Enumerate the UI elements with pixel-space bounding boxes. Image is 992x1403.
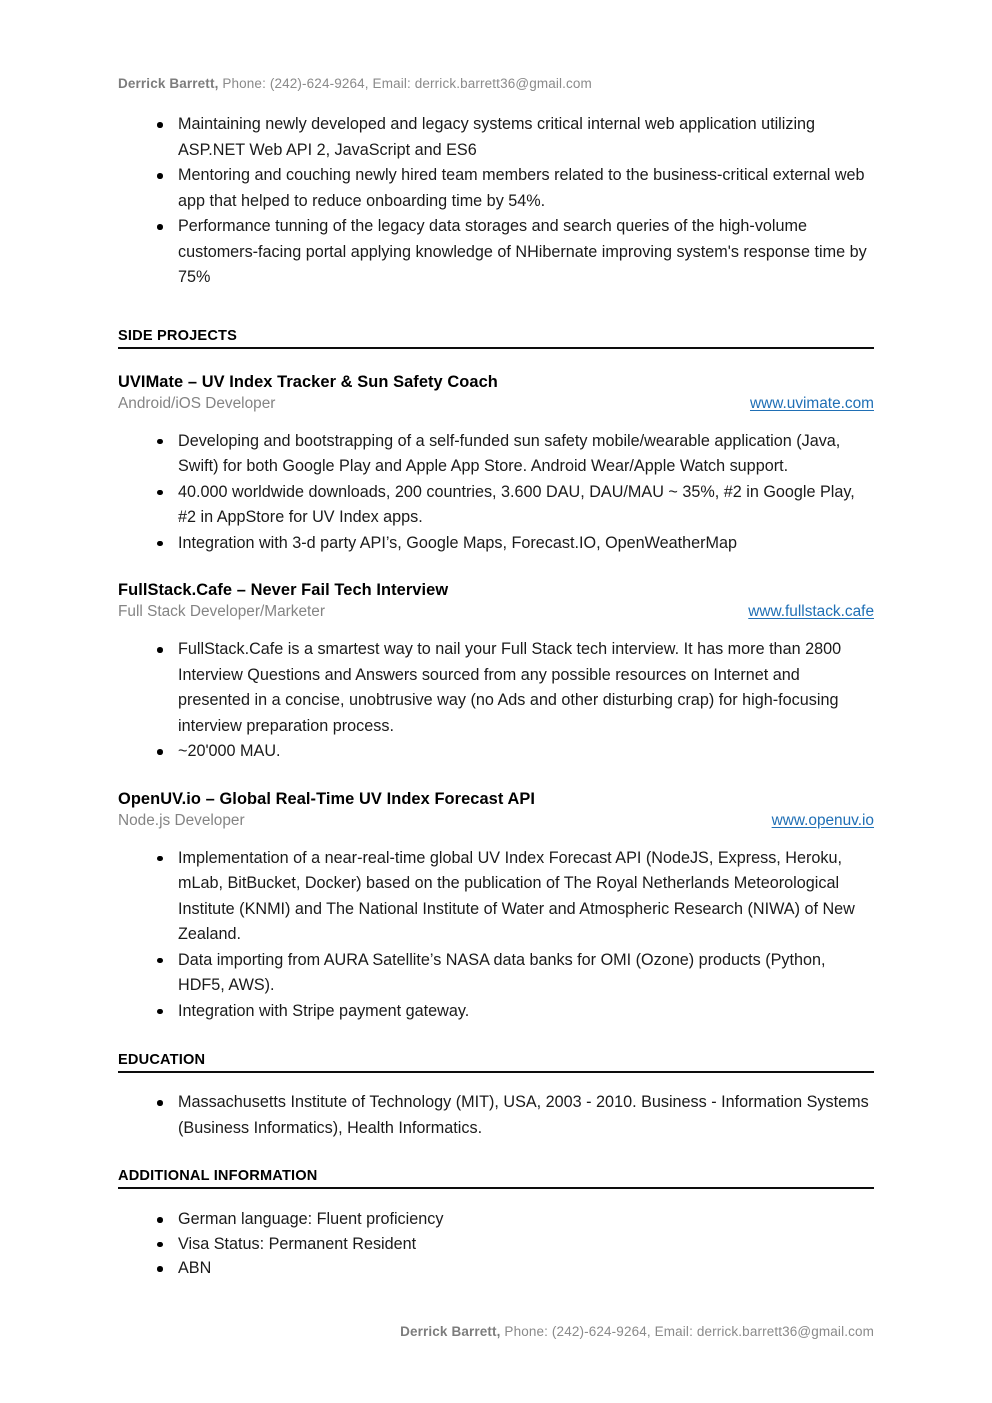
continued-experience-bullets (118, 112, 874, 291)
section-divider (118, 347, 874, 349)
section-additional-information (118, 1168, 874, 1281)
list-item: Developing and bootstrapping of a self-funded sun safety mobile/wearable application (Java, Swift) for both Google Play and Apple App Store. Android Wear/Apple Watch support. (118, 429, 874, 480)
list-item: FullStack.Cafe is a smartest way to nail your Full Stack tech interview. It has more than 2800 Interview Questions and Answers sourced from any possible resources on Internet and presented in a concise, unobtrusive way (no Ads and other disturbing crap) for high-focusing interview preparation process. (118, 637, 874, 739)
section-title-side-projects: SIDE PROJECTS (118, 327, 238, 344)
project-link[interactable]: www.fullstack.cafe (748, 603, 874, 620)
running-header-details: Phone: (242)-624-9264, Email: derrick.barrett36@gmail.com (218, 76, 592, 91)
project-title: OpenUV.io – Global Real-Time UV Index Forecast API (118, 789, 536, 808)
section-title-additional-information: ADDITIONAL INFORMATION (118, 1168, 318, 1184)
additional-information-bullets (118, 1207, 874, 1281)
list-item: German language: Fluent proficiency (118, 1207, 874, 1232)
project-link[interactable]: www.openuv.io (771, 811, 874, 829)
project-link[interactable]: www.uvimate.com (749, 394, 874, 412)
project-block (118, 581, 874, 765)
project-meta (118, 395, 874, 413)
project-role: Android/iOS Developer (118, 394, 276, 412)
project-title: UVIMate – UV Index Tracker & Sun Safety Coach (118, 372, 498, 391)
list-item: Implementation of a near-real-time global UV Index Forecast API (NodeJS, Express, Heroku, mLab, BitBucket, Docker) based on the publication of The Royal Netherlands Meteorological Institute (KNMI) and The National Institute of Water and Atmospheric Research (NIWA) of New Zealand. (118, 846, 874, 948)
list-item: ABN (118, 1256, 874, 1281)
list-item: ~20'000 MAU. (118, 739, 874, 765)
project-meta (118, 812, 874, 830)
list-item: Data importing from AURA Satellite’s NASA data banks for OMI (Ozone) products (Python, HDF5, AWS). (118, 948, 874, 999)
list-item: 40.000 worldwide downloads, 200 countries, 3.600 DAU, DAU/MAU ~ 35%, #2 in Google Play, #2 in AppStore for UV Index apps. (118, 480, 874, 531)
project-block (118, 790, 874, 1025)
list-item: Performance tunning of the legacy data storages and search queries of the high-volume customers-facing portal applying knowledge of NHibernate improving system's response time by 75% (118, 214, 874, 291)
section-divider (118, 1071, 874, 1073)
running-footer-name: Derrick Barrett, (400, 1324, 501, 1339)
project-role: Full Stack Developer/Marketer (118, 603, 325, 620)
section-education (118, 1052, 874, 1141)
list-item: Integration with 3-d party API’s, Google Maps, Forecast.IO, OpenWeatherMap (118, 531, 874, 557)
education-bullets (118, 1090, 874, 1141)
project-bullets (118, 429, 874, 557)
project-meta (118, 603, 874, 621)
project-bullets (118, 846, 874, 1025)
section-title-education: EDUCATION (118, 1052, 206, 1068)
projects-container (118, 373, 874, 1025)
list-item: Integration with Stripe payment gateway. (118, 999, 874, 1025)
running-footer-details: Phone: (242)-624-9264, Email: derrick.barrett36@gmail.com (500, 1324, 874, 1339)
list-item: Visa Status: Permanent Resident (118, 1232, 874, 1257)
project-role: Node.js Developer (118, 811, 245, 829)
running-header-name: Derrick Barrett, (118, 76, 219, 91)
list-item: Mentoring and couching newly hired team members related to the business-critical external web app that helped to reduce onboarding time by 54%. (118, 163, 874, 214)
running-header (118, 76, 874, 91)
list-item: Maintaining newly developed and legacy systems critical internal web application utilizing ASP.NET Web API 2, JavaScript and ES6 (118, 112, 874, 163)
running-footer (118, 1324, 874, 1339)
resume-content (118, 112, 874, 1281)
project-bullets (118, 637, 874, 765)
section-side-projects (118, 328, 874, 1025)
project-title: FullStack.Cafe – Never Fail Tech Interview (118, 581, 449, 599)
list-item: Massachusetts Institute of Technology (MIT), USA, 2003 - 2010. Business - Information Systems (Business Informatics), Health Informatics. (118, 1090, 874, 1141)
project-block (118, 373, 874, 557)
section-divider (118, 1187, 874, 1189)
